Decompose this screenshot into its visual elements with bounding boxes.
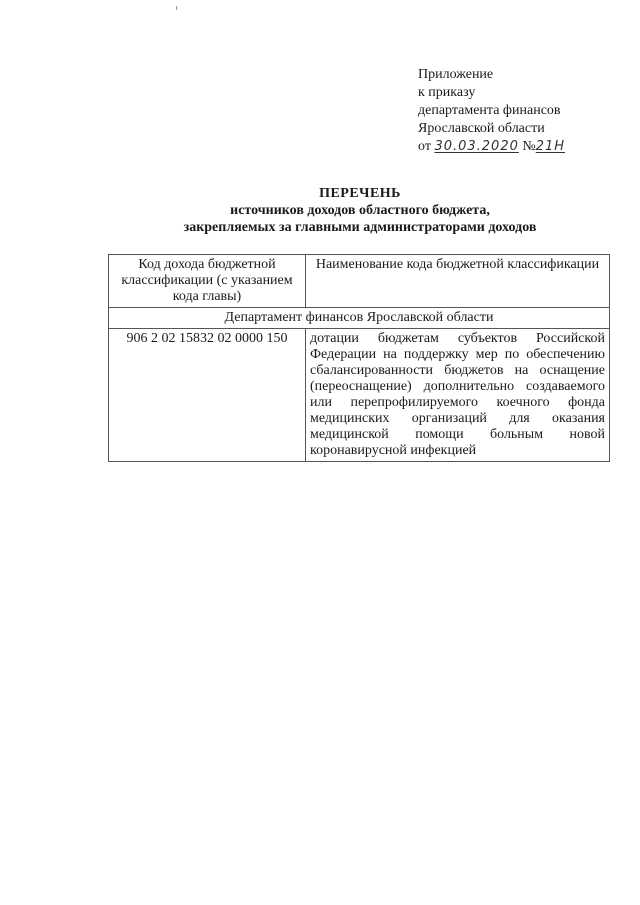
header-code: Код дохода бюджетной классификации (с указанием кода главы) — [109, 255, 306, 308]
table-row — [109, 329, 610, 462]
appendix-line-4: Ярославской области — [418, 121, 545, 136]
title-sub-2: закрепляемых за главными администраторами доходов — [183, 220, 537, 235]
department-name: Департамент финансов Ярославской области — [109, 308, 610, 329]
title-sub-1: источников доходов областного бюджета, — [230, 203, 490, 218]
from-label: от — [418, 139, 431, 154]
document-title — [0, 185, 640, 236]
order-date: 30.03.2020 — [434, 139, 519, 154]
table-header-row — [109, 255, 610, 308]
sources-table — [108, 254, 610, 462]
appendix-line-1: Приложение — [418, 67, 494, 82]
department-row — [109, 308, 610, 329]
order-number: 21Н — [535, 139, 566, 154]
appendix-line-2: к приказу — [418, 85, 476, 100]
appendix-block — [418, 66, 580, 156]
scan-speck — [176, 6, 177, 10]
appendix-date-line — [418, 138, 580, 156]
header-name: Наименование кода бюджетной классификации — [306, 255, 610, 308]
appendix-line-3: департамента финансов — [418, 103, 561, 118]
title-main: ПЕРЕЧЕНЬ — [319, 186, 401, 201]
number-label: № — [522, 139, 536, 154]
row-code: 906 2 02 15832 02 0000 150 — [109, 329, 306, 462]
row-name: дотации бюджетам субъектов Российской Федерации на поддержку мер по обеспечению сбалансированности бюджетов на оснащение (переоснащение) дополнительно создаваемого или перепрофилируемого коечного фонда медицинских организаций для оказания медицинской помощи больным новой коронавирусной инфекцией — [306, 329, 610, 462]
